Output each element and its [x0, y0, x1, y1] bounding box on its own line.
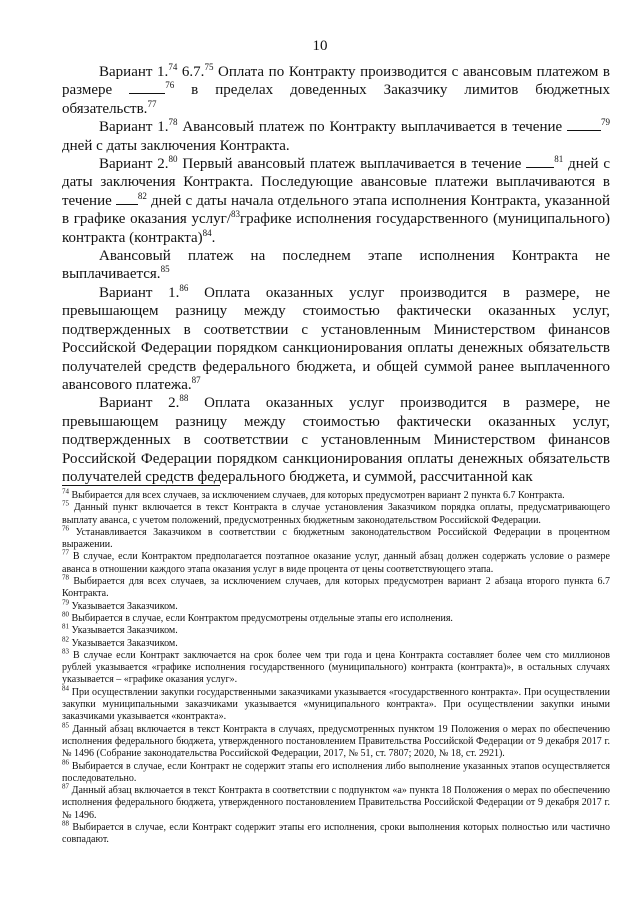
footnote-number: 80	[62, 610, 69, 619]
paragraph-text: Авансовый платеж по Контракту выплачивается в течение	[177, 119, 567, 136]
paragraph-text: .	[211, 229, 216, 246]
paragraph-text: дней с даты заключения Контракта.	[62, 137, 290, 154]
footnote-text: Данный пункт включается в текст Контракта в случае установления Заказчиком порядка оплаты, предусматривающего выплату аванса, с учетом положений, предусмотренных бюджетным законодательством Российской Федерации.	[62, 502, 610, 526]
footnote-text: Выбирается для всех случаев, за исключением случаев, для которых предусмотрен вариант 2 пункта 6.7 Контракта.	[69, 490, 565, 501]
paragraph-text: Оплата оказанных услуг производится в размере, не превышающем разницу между стоимостью фактически оказанных услуг, подтвержденных в соответствии с установленным Министерством финансов Российской Федерации порядком санкционирования оплаты денежных обязательств получателей средств федерального бюджета, и суммой, рассчитанной как	[62, 395, 610, 485]
footnote-item	[62, 721, 610, 761]
footnote-item	[62, 622, 610, 637]
footnote-text: Выбирается в случае, если Контрактом предусмотрены отдельные этапы его исполнения.	[69, 612, 453, 624]
paragraph-text: графике исполнения государственного (муниципального) контракта (контракта)	[62, 211, 610, 246]
blank-line	[116, 192, 138, 205]
footnote-ref: 85	[160, 264, 170, 275]
footnote-number: 87	[62, 782, 69, 791]
footnote-ref: 75	[204, 62, 214, 72]
footnote-number: 85	[62, 721, 69, 730]
paragraph-text: Вариант 1.	[99, 119, 169, 136]
paragraph-text: Авансовый платеж на последнем этапе исполнения Контракта не выплачивается.	[62, 248, 610, 283]
blank-line	[526, 155, 554, 168]
footnote-number: 88	[62, 819, 69, 828]
footnote-item	[62, 487, 610, 502]
paragraph-text: Вариант 2.	[99, 156, 169, 173]
footnote-item	[62, 551, 610, 576]
footnote-text: Выбирается в случае, если Контракт не содержит этапы его исполнения либо выполнение указанных этапов осуществляется последовательно.	[62, 760, 610, 784]
footnote-divider	[62, 485, 220, 486]
paragraph-text: Вариант 1.	[99, 284, 180, 301]
paragraph-p1	[62, 63, 610, 118]
paragraph-text: в пределах доведенных Заказчику лимитов бюджетных обязательств.	[62, 82, 610, 117]
paragraph-text: Оплата по Контракту производится с авансовым платежом в размере	[62, 64, 611, 99]
paragraph-text: дней с даты заключения Контракта. Последующие авансовые платежи выплачиваются в течение	[62, 156, 610, 209]
footnote-number: 82	[62, 635, 69, 644]
paragraph-p6	[62, 394, 610, 486]
footnote-number: 78	[62, 573, 69, 582]
footnote-ref: 80	[168, 154, 178, 165]
paragraph-p5	[62, 284, 610, 394]
footnote-number: 84	[62, 684, 69, 693]
footnote-number: 74	[62, 487, 69, 496]
footnote-text: В случае если Контракт заключается на срок более чем три года и цена Контракта составляет более чем сто миллионов рублей указывается «графике исполнения государственного (муниципального) контракта (контракта)», в остальных случаях указывается – «графике оказания услуг».	[62, 649, 610, 686]
footnote-ref: 88	[179, 393, 189, 404]
footnote-item	[62, 610, 610, 625]
footnote-item	[62, 684, 610, 724]
footnote-item	[62, 647, 610, 687]
footnote-item	[62, 524, 610, 552]
main-text	[62, 63, 610, 486]
footnote-item	[62, 573, 610, 601]
footnote-item	[62, 758, 610, 786]
paragraph-text: дней с даты начала отдельного этапа исполнения Контракта, указанной в графике оказания услуг/	[62, 192, 610, 228]
footnote-ref: 82	[137, 190, 147, 201]
footnote-item	[62, 819, 610, 847]
paragraph-text: Оплата оказанных услуг производится в размере, не превышающем разницу между стоимостью фактически оказанных услуг, подтвержденных в соответствии с установленным Министерством финансов Российской Федерации порядком санкционирования оплаты денежных обязательств получателей средств федерального бюджета, и общей суммой ранее выплаченного авансового платежа.	[62, 284, 610, 393]
footnote-ref: 81	[554, 154, 564, 165]
footnote-number: 83	[62, 647, 69, 656]
footnote-text: Устанавливается Заказчиком в соответствии с бюджетным законодательством Российской Федерации в процентном выражении.	[62, 526, 610, 551]
footnote-text: Выбирается в случае, если Контракт содержит этапы его исполнения, сроки выполнения которых полностью или частично совпадают.	[62, 822, 610, 846]
paragraph-text: 6.7.	[177, 64, 205, 80]
footnote-ref: 78	[168, 117, 178, 128]
paragraph-p2	[62, 118, 610, 155]
footnote-ref: 83	[230, 209, 240, 220]
footnote-number: 76	[62, 524, 69, 533]
footnote-ref: 74	[168, 62, 178, 72]
page-number: 10	[312, 38, 328, 54]
footnote-ref: 77	[147, 98, 157, 109]
footnote-ref: 79	[601, 117, 610, 128]
footnote-text: Данный абзац включается в текст Контракта в соответствии с подпунктом «а» пункта 18 Положения о мерах по обеспечению исполнения федерального бюджета, утвержденного постановлением Правительства Российской Федерации от 9 декабря 2017 г. № 1496.	[62, 785, 610, 821]
blank-line	[129, 81, 165, 94]
footnote-ref: 84	[202, 227, 212, 238]
footnote-text: Данный абзац включается в текст Контракта в случаях, предусмотренных пунктом 19 Положения о мерах по обеспечению исполнения федерального бюджета, утвержденного постановлением Правительства Российской Федерации от 9 декабря 2017 г. № 1496 (Собрание законодательства Российской Федерации, 2017, № 51, ст. 7807; 2020, № 18, ст. 2921).	[62, 723, 610, 760]
footnote-number: 79	[62, 598, 69, 607]
footnote-ref: 76	[165, 80, 175, 91]
blank-line	[567, 118, 601, 131]
footnote-text: В случае, если Контрактом предполагается поэтапное оказание услуг, данный абзац должен содержать условие о размере аванса в отношении каждого этапа оказания услуг в виде процента от цены соответствующего этапа.	[62, 551, 610, 575]
footnote-item	[62, 499, 610, 527]
footnote-text: Выбирается для всех случаев, за исключением случаев, для которых предусмотрен вариант 2 абзаца второго пункта 6.7 Контракта.	[62, 576, 610, 600]
footnote-number: 75	[62, 499, 69, 508]
footnote-text: При осуществлении закупки государственными заказчиками указывается «государственного контракта». При осуществлении закупки муниципальными заказчиками указывается «муниципального контракта». При осуществлении закупки иными заказчиками указывается «контракта».	[62, 686, 610, 723]
footnote-number: 77	[62, 549, 69, 558]
footnote-item	[62, 598, 610, 613]
paragraph-p4	[62, 247, 610, 284]
paragraph-text: Вариант 1.	[99, 64, 169, 80]
footnote-text: Указывается Заказчиком.	[69, 625, 178, 637]
footnote-text: Указывается Заказчиком.	[69, 637, 178, 649]
paragraph-text: Первый авансовый платеж выплачивается в течение	[177, 156, 527, 173]
footnote-ref: 86	[179, 282, 189, 293]
footnote-text: Указывается Заказчиком.	[69, 600, 178, 612]
footnote-item	[62, 782, 610, 822]
footnote-number: 86	[62, 758, 69, 767]
footnote-item	[62, 635, 610, 650]
paragraph-text: Вариант 2.	[99, 395, 180, 412]
footnote-ref: 87	[191, 374, 201, 385]
footnotes	[62, 487, 610, 847]
footnote-number: 81	[62, 622, 69, 631]
paragraph-p3	[62, 155, 610, 247]
